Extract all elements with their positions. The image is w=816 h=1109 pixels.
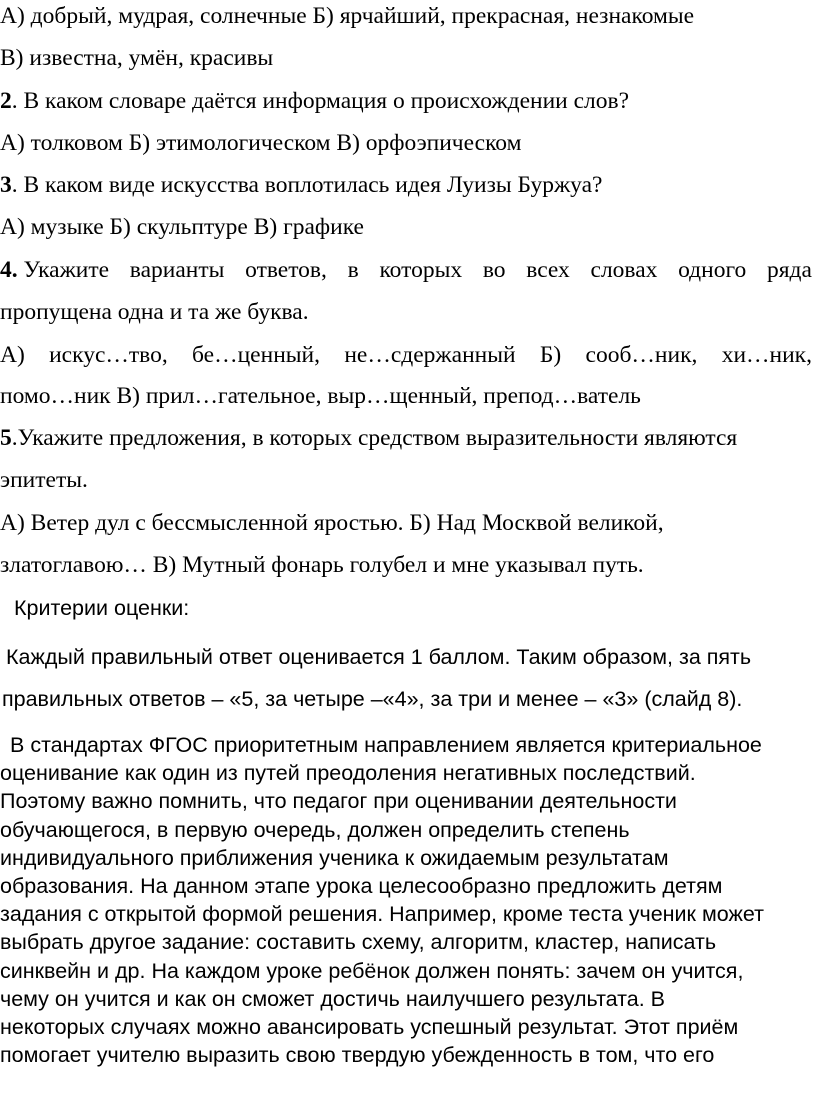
question-text: . В каком виде искусства воплотилась идея Луизы Буржуа? [11,172,603,198]
paragraph-line: образования. На данном этапе урока целесообразно предложить детям [0,874,723,899]
question-2-options: А) толковом Б) этимологическом В) орфоэпическом [0,130,522,156]
question-number: 2 [0,88,12,114]
body-paragraph [0,731,812,1069]
paragraph-line: индивидуального приближения ученика к ожидаемым результатам [0,845,669,870]
question-text: . В каком словаре даётся информация о происхождении слов? [11,88,630,114]
paragraph-line: чему он учится и как он сможет достичь наилучшего результата. В [0,986,666,1011]
question-3 [0,170,603,200]
word: варианты [129,257,225,283]
criteria-line-1: Каждый правильный ответ оценивается 1 баллом. Таким образом, за пять [6,645,752,669]
word: которых [379,257,463,283]
question-text: .Укажите предложения, в которых средством выразительности являются [11,425,738,451]
word: одного [678,257,747,283]
paragraph-line: Поэтому важно помнить, что педагог при оценивании деятельности [0,789,677,814]
word: не…сдержанный [344,342,516,368]
word: во [482,257,506,283]
word: А) [0,342,25,368]
question-4-line-1 [0,255,812,285]
word: хи…ник, [721,342,812,368]
question-number: 5 [0,425,12,451]
paragraph-line: задания с открытой формой решения. Например, кроме теста ученик может [0,902,764,927]
word: Б) [539,342,562,368]
criteria-heading: Критерии оценки: [14,596,190,620]
question-5 [0,423,737,453]
question-4-options-line-2: помо…ник В) прил…гательное, выр…щенный, препод…ватель [0,383,641,409]
paragraph-line: некоторых случаях можно авансировать успешный результат. Этот приём [0,1015,739,1040]
word: Укажите [23,257,110,283]
question-2 [0,86,629,116]
word: в [347,257,359,283]
question-4-line-2: пропущена одна и та же буква. [0,299,309,325]
q1-options-line-2: В) известна, умён, красивы [0,45,274,71]
paragraph-line: оценивание как один из путей преодоления негативных последствий. [0,761,696,786]
paragraph-line: синквейн и др. На каждом уроке ребёнок должен понять: зачем он учится, [0,958,744,983]
word: всех [526,257,570,283]
question-4-options-line-1 [0,340,812,370]
word: бе…ценный, [192,342,321,368]
paragraph-line: обучающегося, в первую очередь, должен определить степень [0,817,630,842]
word: ряда [767,257,812,283]
question-5-options-line-2: златоглавою… В) Мутный фонарь голубел и мне указывал путь. [0,552,644,578]
question-number: 4. [0,257,18,283]
word: ответов, [245,257,327,283]
word: искус…тво, [49,342,168,368]
word: сооб…ник, [585,342,698,368]
paragraph-line: выбрать другое задание: составить схему, алгоритм, кластер, написать [0,930,717,955]
paragraph-line: помогает учителю выразить свою твердую убежденность в том, что его [0,1043,715,1068]
question-5-options-line-1: А) Ветер дул с бессмысленной яростью. Б) Над Москвой великой, [0,510,664,536]
criteria-line-2: правильных ответов – «5, за четыре –«4», за три и менее – «3» (слайд 8). [2,687,743,711]
word: словах [590,257,658,283]
q1-options-line-1: А) добрый, мудрая, солнечные Б) ярчайший, прекрасная, незнакомые [0,3,695,29]
question-5-line-2: эпитеты. [0,467,88,493]
paragraph-line: В стандартах ФГОС приоритетным направлением является критериальное [10,733,762,757]
question-number: 3 [0,172,12,198]
question-3-options: А) музыке Б) скульптуре В) графике [0,214,364,240]
